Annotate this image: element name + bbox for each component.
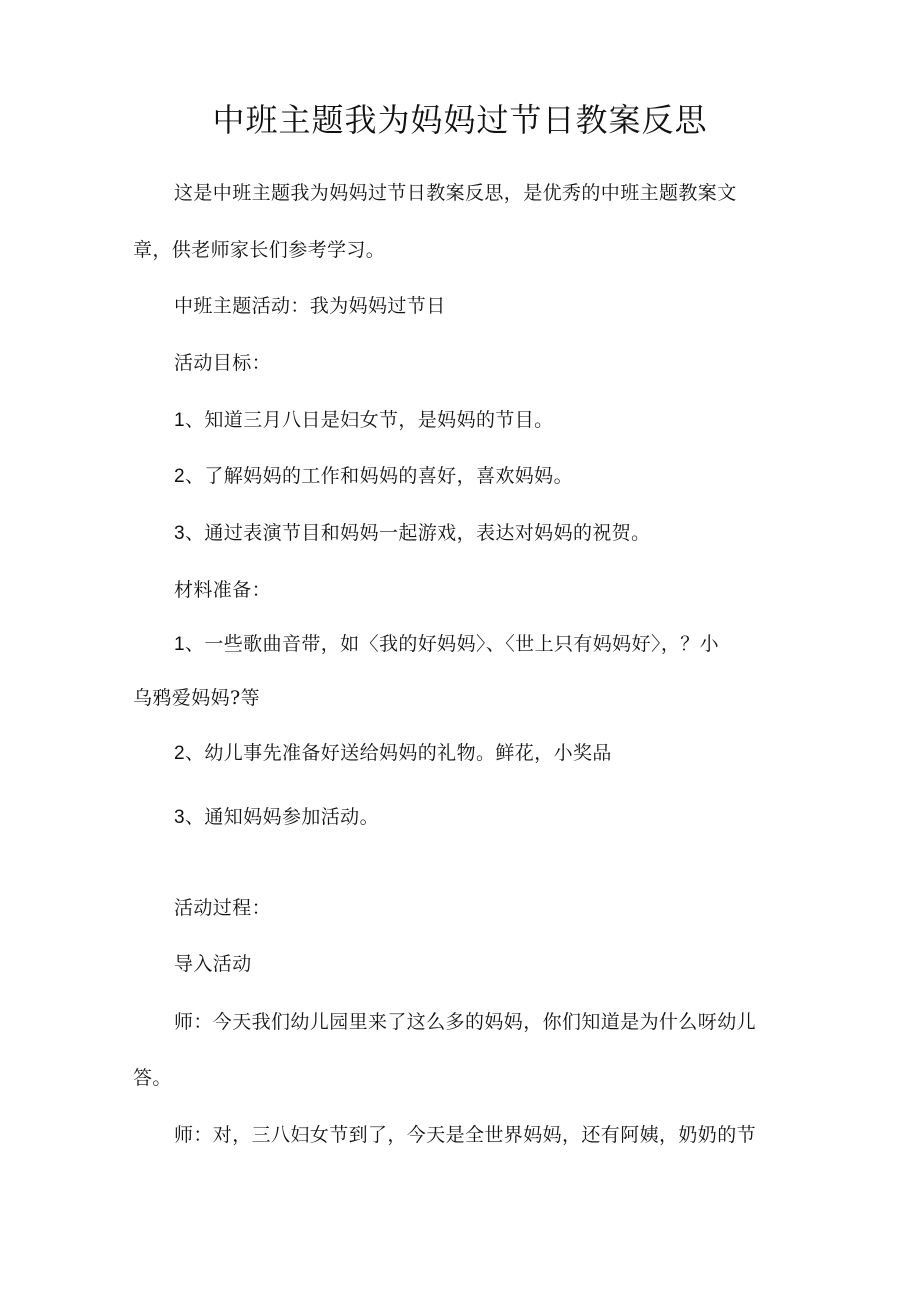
intro-line-1: 这是中班主题我为妈妈过节日教案反思，是优秀的中班主题教案文 [174, 182, 737, 204]
material-1-text: 、一些歌曲音带，如〈我的好妈妈〉、〈世上只有妈妈好〉，？小 [184, 633, 720, 655]
document-title: 中班主题我为妈妈过节日教案反思 [212, 101, 708, 139]
goal-item-3 [174, 519, 651, 548]
goals-heading: 活动目标： [174, 352, 272, 374]
material-2-number: 2 [174, 743, 185, 764]
material-item-3 [174, 803, 379, 832]
intro-line-2: 章，供老师家长们参考学习。 [133, 239, 386, 261]
teacher-line-1-cont: 答。 [133, 1067, 172, 1089]
goal-3-text: 、通过表演节目和妈妈一起游戏，表达对妈妈的祝贺。 [184, 522, 651, 544]
material-item-1 [174, 630, 719, 659]
material-item-2 [174, 739, 612, 768]
goal-item-1 [174, 406, 554, 435]
materials-heading: 材料准备： [174, 579, 272, 601]
goal-3-number: 3 [174, 523, 185, 544]
material-3-number: 3 [174, 807, 185, 828]
material-3-text: 、通知妈妈参加活动。 [184, 806, 379, 828]
material-2-text: 、幼儿事先准备好送给妈妈的礼物。鲜花，小奖品 [184, 742, 612, 764]
goal-2-text: 、了解妈妈的工作和妈妈的喜好，喜欢妈妈。 [184, 465, 573, 487]
intro-activity: 导入活动 [174, 953, 252, 975]
goal-1-text: 、知道三月八日是妇女节，是妈妈的节目。 [184, 409, 554, 431]
activity-name: 中班主题活动：我为妈妈过节日 [174, 295, 446, 317]
goal-1-number: 1 [174, 410, 185, 431]
material-item-1-cont: 乌鸦爱妈妈?等 [133, 687, 260, 709]
goal-2-number: 2 [174, 466, 185, 487]
material-1-number: 1 [174, 634, 185, 655]
teacher-line-2: 师：对，三八妇女节到了，今天是全世界妈妈，还有阿姨，奶奶的节 [174, 1124, 757, 1146]
process-heading: 活动过程： [174, 897, 272, 919]
goal-item-2 [174, 462, 573, 491]
teacher-line-1: 师：今天我们幼儿园里来了这么多的妈妈，你们知道是为什么呀幼儿 [174, 1011, 757, 1033]
